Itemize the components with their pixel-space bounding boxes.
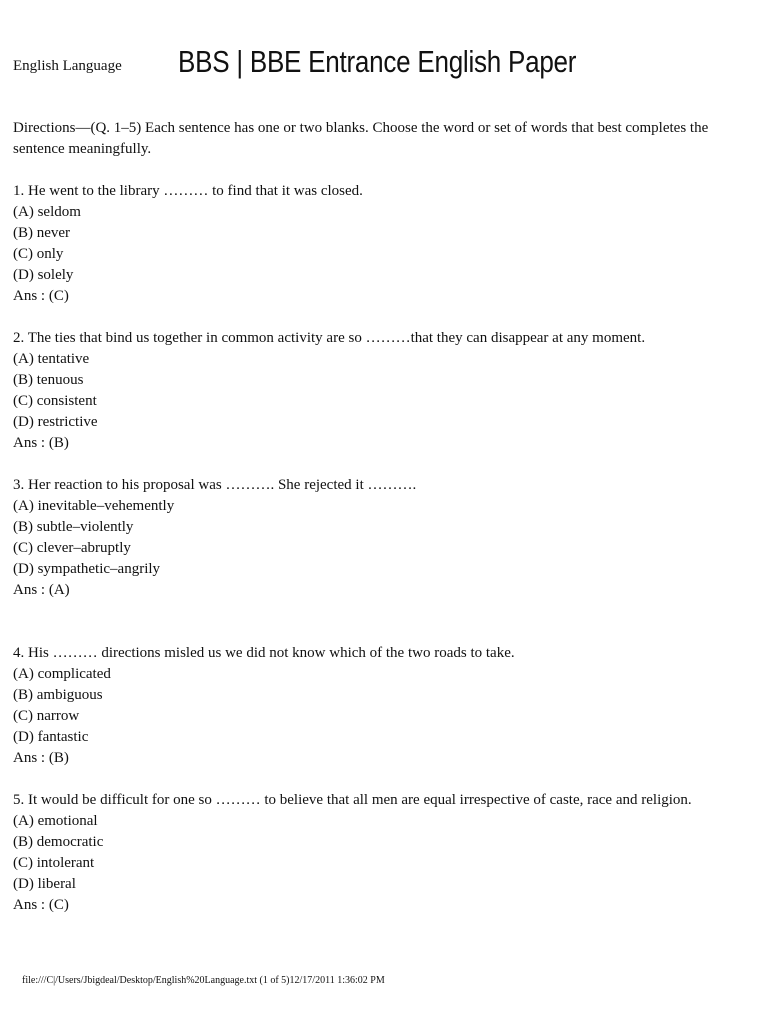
question-stem: 3. Her reaction to his proposal was ………. She rejected it ……….: [13, 477, 417, 493]
answer: Ans : (C): [13, 288, 69, 304]
option-b: (B) ambiguous: [13, 687, 103, 703]
subject-label: English Language: [13, 58, 122, 74]
question-5: [13, 790, 761, 916]
option-c: (C) clever–abruptly: [13, 540, 131, 556]
option-c: (C) only: [13, 246, 64, 262]
option-c: (C) intolerant: [13, 855, 95, 871]
option-c: (C) narrow: [13, 708, 80, 724]
option-d: (D) liberal: [13, 876, 76, 892]
page-footer-path: file:///C|/Users/Jbigdeal/Desktop/English%20Language.txt (1 of 5)12/17/2011 1:36:02 PM: [22, 975, 385, 986]
option-a: (A) complicated: [13, 666, 111, 682]
option-a: (A) seldom: [13, 204, 81, 220]
option-a: (A) tentative: [13, 351, 90, 367]
option-d: (D) restrictive: [13, 414, 98, 430]
option-d: (D) sympathetic–angrily: [13, 561, 161, 577]
question-4: [13, 643, 761, 769]
option-b: (B) democratic: [13, 834, 104, 850]
option-d: (D) solely: [13, 267, 74, 283]
option-c: (C) consistent: [13, 393, 97, 409]
question-stem: 4. His ……… directions misled us we did not know which of the two roads to take.: [13, 645, 515, 661]
answer: Ans : (B): [13, 750, 69, 766]
answer: Ans : (C): [13, 897, 69, 913]
document-body: [13, 118, 761, 937]
question-stem: 2. The ties that bind us together in common activity are so ………that they can disappear at any moment.: [13, 330, 646, 346]
option-a: (A) inevitable–vehemently: [13, 498, 175, 514]
option-b: (B) never: [13, 225, 71, 241]
option-b: (B) subtle–violently: [13, 519, 134, 535]
option-d: (D) fantastic: [13, 729, 89, 745]
page-title: BBS | BBE Entrance English Paper: [178, 44, 577, 79]
directions-text: Directions—(Q. 1–5) Each sentence has one or two blanks. Choose the word or set of words that best completes the sentence meaningfully.: [13, 120, 709, 157]
question-stem: 1. He went to the library ……… to find that it was closed.: [13, 183, 363, 199]
question-stem: 5. It would be difficult for one so ……… to believe that all men are equal irrespective of caste, race and religion.: [13, 792, 692, 808]
page-header: [13, 40, 753, 88]
answer: Ans : (B): [13, 435, 69, 451]
answer: Ans : (A): [13, 582, 70, 598]
question-1: [13, 181, 761, 307]
question-3: [13, 475, 761, 601]
option-b: (B) tenuous: [13, 372, 84, 388]
question-2: [13, 328, 761, 454]
option-a: (A) emotional: [13, 813, 98, 829]
